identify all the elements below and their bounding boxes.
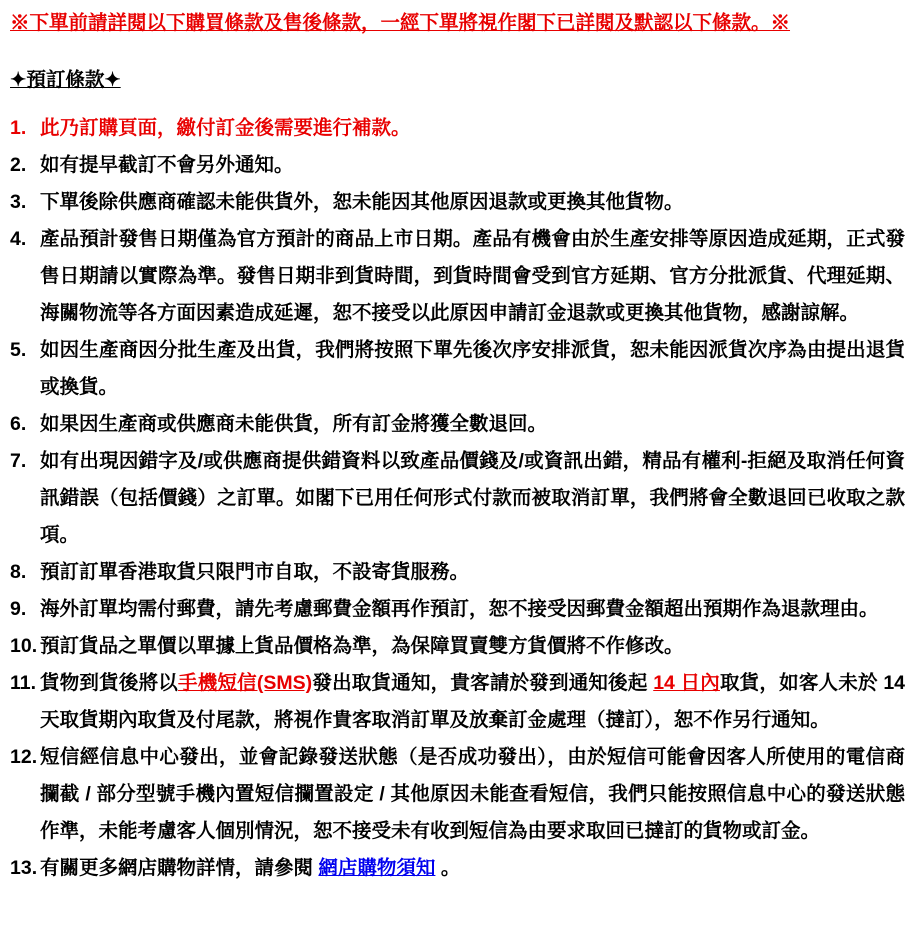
highlighted-red-text: 手機短信(SMS)	[178, 672, 313, 695]
term-item	[10, 554, 905, 591]
term-item	[10, 739, 905, 850]
highlighted-red-text: 14 日內	[653, 672, 720, 695]
term-number: 1.	[10, 117, 27, 140]
term-segment: 下單後除供應商確認未能供貨外，恕未能因其他原因退款或更換其他貨物。	[40, 191, 684, 214]
term-item	[10, 850, 905, 887]
term-segment: 海外訂單均需付郵費，請先考慮郵費金額再作預訂，恕不接受因郵費金額超出預期作為退款理由。	[40, 598, 879, 621]
term-text	[40, 221, 905, 332]
term-segment: 產品預計發售日期僅為官方預計的商品上市日期。產品有機會由於生產安排等原因造成延期，正式發售日期請以實際為準。發售日期非到貨時間，到貨時間會受到官方延期、官方分批派貨、代理延期、海關物流等各方面因素造成延遲，恕不接受以此原因申請訂金退款或更換其他貨物，感謝諒解。	[40, 228, 905, 325]
term-item	[10, 665, 905, 739]
term-segment: 如因生產商因分批生產及出貨，我們將按照下單先後次序安排派貨，恕未能因派貨次序為由提出退貨或換貨。	[40, 339, 905, 399]
term-text	[40, 739, 905, 850]
term-text	[40, 628, 905, 665]
purchase-notice-banner: ※下單前請詳閱以下購買條款及售後條款，一經下單將視作閣下已詳閱及默認以下條款。※	[10, 12, 791, 34]
section-title-preorder-terms: ✦預訂條款✦	[10, 69, 121, 92]
term-item	[10, 184, 905, 221]
term-segment: 預訂貨品之單價以單據上貨品價格為準，為保障買賣雙方貨價將不作修改。	[40, 635, 684, 658]
term-text	[40, 554, 905, 591]
term-segment: 如有提早截訂不會另外通知。	[40, 154, 294, 177]
term-number: 13.	[10, 857, 38, 880]
term-text	[40, 110, 905, 147]
store-shopping-guide-link[interactable]: 網店購物須知	[318, 857, 436, 880]
term-number: 12.	[10, 746, 38, 769]
term-item	[10, 332, 905, 406]
term-text	[40, 184, 905, 221]
term-segment: 發出取貨通知，貴客請於發到通知後起	[312, 672, 654, 695]
term-segment: 取貨，如客人未於 14 天取貨期內取貨及付尾款，將視作貴客取消訂單及放棄訂金處理（撻訂），恕不作另行通知。	[40, 672, 906, 732]
term-text	[40, 443, 905, 554]
term-number: 8.	[10, 561, 27, 584]
term-text	[40, 332, 905, 406]
term-item	[10, 591, 905, 628]
term-item	[10, 110, 905, 147]
term-number: 10.	[10, 635, 38, 658]
term-number: 11.	[10, 672, 37, 695]
term-text	[40, 665, 905, 739]
term-item	[10, 628, 905, 665]
term-item	[10, 147, 905, 184]
term-number: 5.	[10, 339, 27, 362]
term-text	[40, 147, 905, 184]
term-segment: 如有出現因錯字及/或供應商提供錯資料以致產品價錢及/或資訊出錯，精品有權利-拒絕及取消任何資訊錯誤（包括價錢）之訂單。如閣下已用任何形式付款而被取消訂單，我們將會全數退回已收取之款項。	[40, 450, 905, 547]
term-segment: 此乃訂購頁面，繳付訂金後需要進行補款。	[40, 117, 411, 140]
term-segment: 。	[435, 857, 461, 880]
term-segment: 有關更多網店購物詳情，請參閱	[40, 857, 319, 880]
term-text	[40, 591, 905, 628]
term-segment: 貨物到貨後將以	[40, 672, 179, 695]
term-number: 2.	[10, 154, 27, 177]
term-segment: 預訂訂單香港取貨只限門市自取，不設寄貨服務。	[40, 561, 470, 584]
term-segment: 短信經信息中心發出，並會記錄發送狀態（是否成功發出），由於短信可能會因客人所使用的電信商攔截 / 部分型號手機內置短信攔置設定 / 其他原因未能查看短信，我們只能按照信息中心的發送狀態作準，未能考慮客人個別情況，恕不接受未有收到短信為由要求取回已撻訂的貨物或訂金。	[40, 746, 905, 843]
term-text	[40, 406, 905, 443]
term-number: 9.	[10, 598, 27, 621]
term-item	[10, 443, 905, 554]
term-item	[10, 406, 905, 443]
term-item	[10, 221, 905, 332]
term-number: 4.	[10, 228, 27, 251]
terms-list	[10, 110, 905, 887]
term-number: 3.	[10, 191, 27, 214]
term-segment: 如果因生產商或供應商未能供貨，所有訂金將獲全數退回。	[40, 413, 548, 436]
term-number: 7.	[10, 450, 27, 473]
term-text	[40, 850, 905, 887]
term-number: 6.	[10, 413, 27, 436]
